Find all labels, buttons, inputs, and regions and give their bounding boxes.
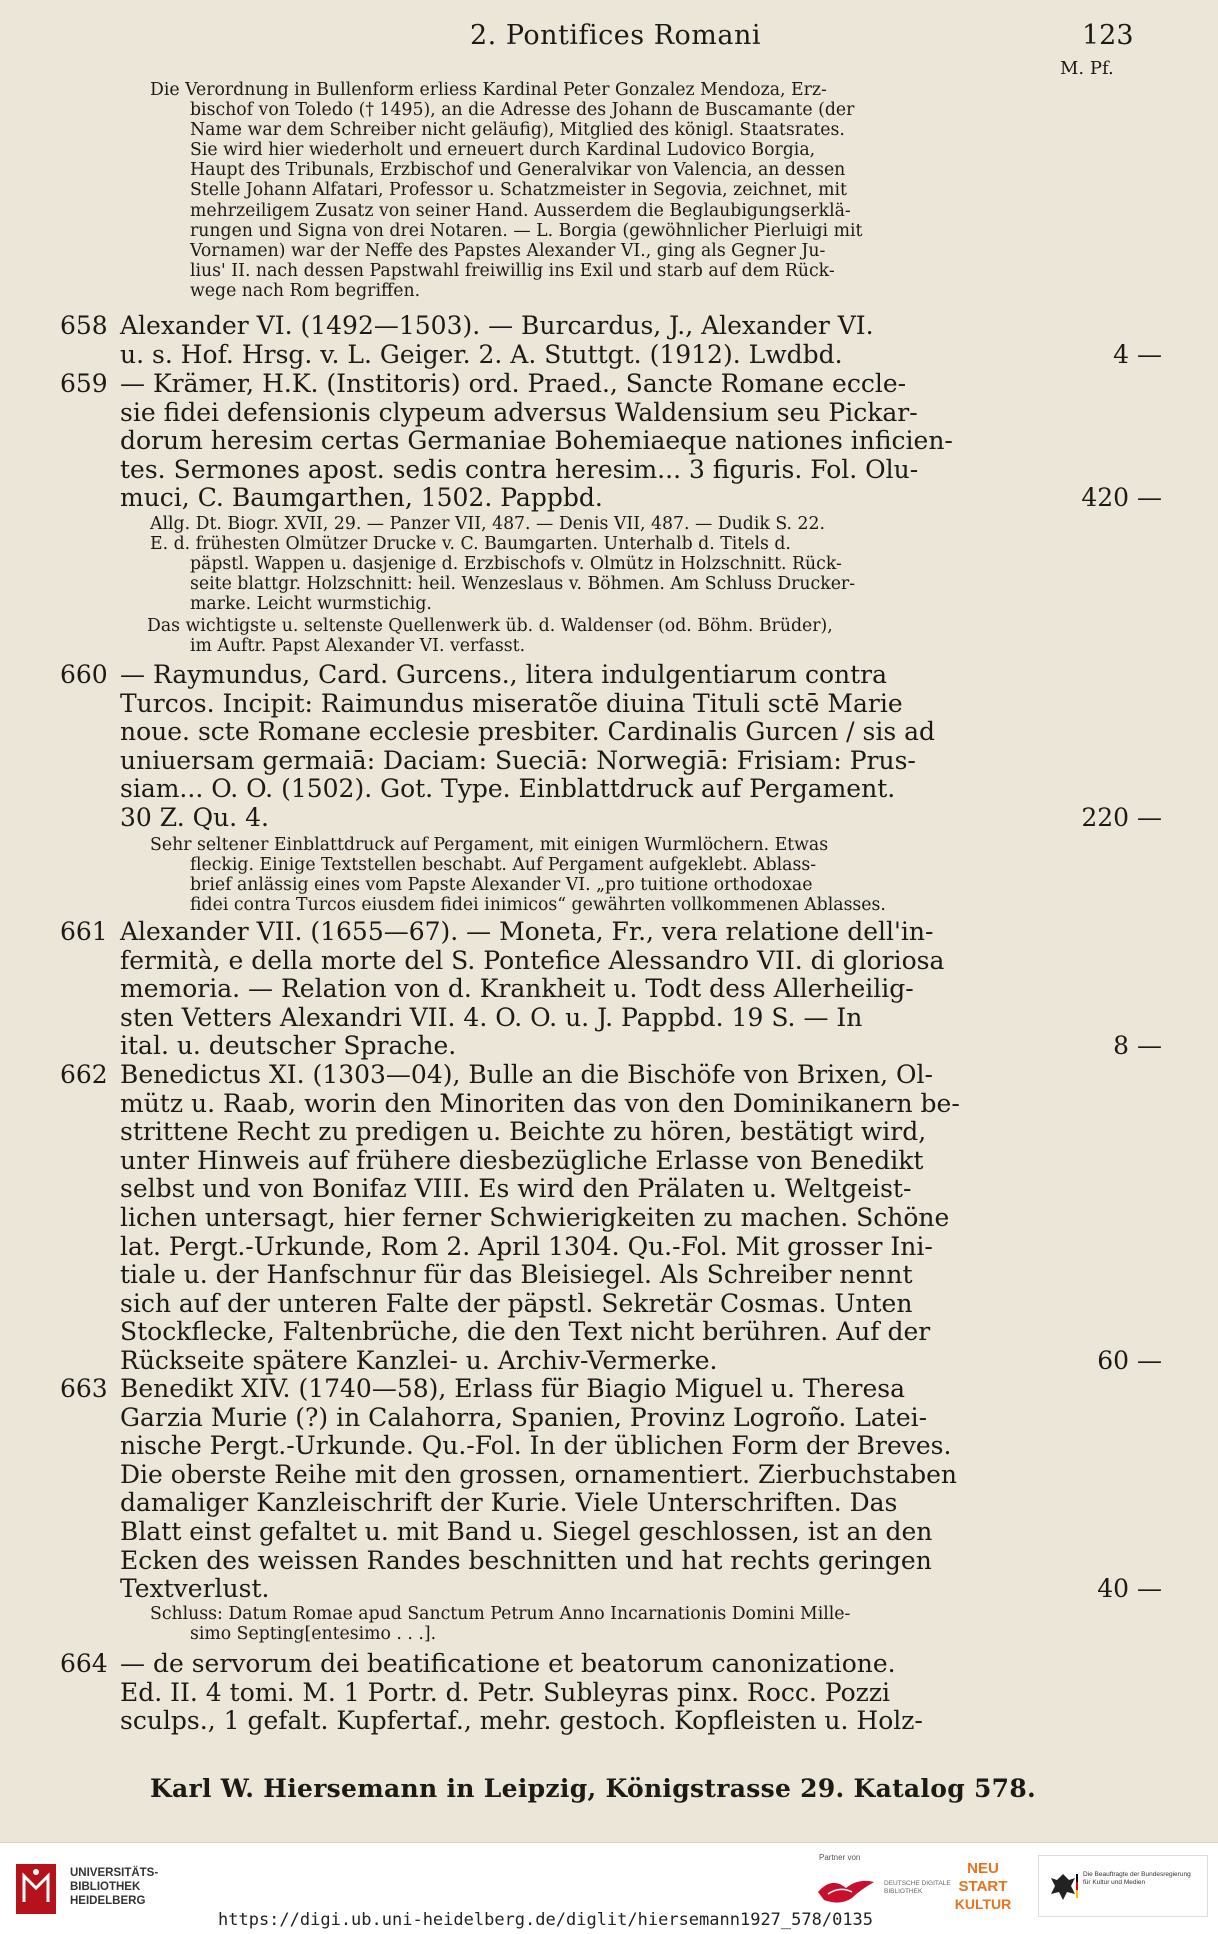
entry-line: Stockflecke, Faltenbrüche, die den Text nicht berühren. Auf der xyxy=(120,1317,931,1347)
currency-column-label: M. Pf. xyxy=(1060,58,1114,79)
entry-line: ital. u. deutscher Sprache. xyxy=(120,1031,457,1061)
note-line: Schluss: Datum Romae apud Sanctum Petrum Anno Incarnationis Domini Mille- xyxy=(150,1604,851,1624)
svg-text:NEU: NEU xyxy=(967,1860,999,1877)
federal-government-label: Die Beauftragte der Bundesregierung für Kultur und Medien xyxy=(1083,1871,1191,1886)
entry-line: lat. Pergt.-Urkunde, Rom 2. April 1304. Qu.-Fol. Mit grosser Ini- xyxy=(120,1231,933,1261)
entry-line: u. s. Hof. Hrsg. v. L. Geiger. 2. A. Stuttgt. (1912). Lwdbd. xyxy=(120,339,843,369)
publisher-footer: Karl W. Hiersemann in Leipzig, Königstrasse 29. Katalog 578. xyxy=(150,1774,1037,1803)
catalog-entry-664 xyxy=(60,1650,1160,1736)
entry-line: uniuersam germaiā: Daciam: Sueciā: Norwegiā: Frisiam: Prus- xyxy=(120,745,916,775)
entry-line: dorum heresim certas Germaniae Bohemiaeque nationes inficien- xyxy=(120,426,953,456)
note-line: Haupt des Tribunals, Erzbischof und Generalvikar von Valencia, an dessen xyxy=(190,160,846,181)
entry-number: 660 xyxy=(60,660,108,689)
entry-line: memoria. — Relation von d. Krankheit u. Todt dess Allerheilig- xyxy=(120,974,914,1004)
entry-line: sten Vetters Alexandri VII. 4. O. O. u. J. Pappbd. 19 S. — In xyxy=(120,1002,863,1032)
entry-number: 664 xyxy=(60,1649,108,1678)
note-line: Das wichtigste u. seltenste Quellenwerk üb. d. Waldenser (od. Böhm. Brüder), xyxy=(147,616,833,636)
note-line: bischof von Toledo († 1495), an die Adresse des Johann de Buscamante (der xyxy=(190,100,855,121)
entry-line: 30 Z. Qu. 4. xyxy=(120,802,269,832)
entry-price: 60 — xyxy=(1097,1345,1162,1375)
entry-price: 420 — xyxy=(1081,483,1162,513)
entry-line: strittene Recht zu predigen u. Beichte zu hören, bestätigt wird, xyxy=(120,1117,927,1147)
note-line: Vornamen) war der Neffe des Papstes Alexander VI., ging als Gegner Ju- xyxy=(190,240,826,261)
note-line: brief anlässig eines vom Papste Alexander VI. „pro tuitione orthodoxae xyxy=(190,875,813,896)
note-line: E. d. frühesten Olmützer Drucke v. C. Baumgarten. Unterhalb d. Titels d. xyxy=(150,534,791,555)
note-line: lius' II. nach dessen Papstwahl freiwillig ins Exil und starb auf dem Rück- xyxy=(190,260,835,281)
note-line: Name war dem Schreiber nicht geläufig), Mitglied des königl. Staatsrates. xyxy=(190,120,845,141)
federal-eagle-icon xyxy=(1047,1870,1079,1904)
entry-number: 661 xyxy=(60,917,108,946)
source-url[interactable]: https://digi.ub.uni-heidelberg.de/diglit/hiersemann1927_578/0135 xyxy=(218,1910,874,1930)
entry-note xyxy=(150,514,1040,614)
svg-text:KULTUR: KULTUR xyxy=(955,1896,1011,1912)
note-line: fidei contra Turcos eiusdem fidei inimicos“ gewährten vollkommenen Ablasses. xyxy=(190,895,886,916)
note-line: Sie wird hier wiederholt und erneuert durch Kardinal Ludovico Borgia, xyxy=(190,140,816,161)
entry-line: fermità, e della morte del S. Pontefice Alessandro VII. di gloriosa xyxy=(120,945,945,975)
entry-line: nische Pergt.-Urkunde. Qu.-Fol. In der üblichen Form der Breves. xyxy=(120,1431,952,1461)
entry-line: — de servorum dei beatificatione et beatorum canonizatione. xyxy=(120,1649,896,1678)
catalog-entry-658 xyxy=(60,312,1160,369)
entry-line: — Raymundus, Card. Gurcens., litera indulgentiarum contra xyxy=(120,660,888,689)
entry-line: Die oberste Reihe mit den grossen, ornamentiert. Zierbuchstaben xyxy=(120,1459,957,1489)
partner-label: Partner von xyxy=(819,1853,861,1862)
entry-line: muci, C. Baumgarthen, 1502. Pappbd. xyxy=(120,483,603,513)
note-line: simo Septing[entesimo . . .]. xyxy=(190,1624,437,1645)
note-line: fleckig. Einige Textstellen beschabt. Auf Pergament aufgeklebt. Ablass- xyxy=(190,855,817,876)
note-line: Allg. Dt. Biogr. XVII, 29. — Panzer VII, 487. — Denis VII, 487. — Dudik S. 22. xyxy=(150,514,826,534)
entry-note xyxy=(150,1604,1040,1644)
entry-line: sculps., 1 gefalt. Kupfertaf., mehr. gestoch. Kopfleisten u. Holz- xyxy=(120,1706,923,1736)
entry-line: damaliger Kanzleischrift der Kurie. Viele Unterschriften. Das xyxy=(120,1488,898,1518)
entry-line: siam... O. O. (1502). Got. Type. Einblattdruck auf Pergament. xyxy=(120,774,896,804)
entry-line: Rückseite spätere Kanzlei- u. Archiv-Vermerke. xyxy=(120,1345,718,1375)
catalog-entry-663 xyxy=(60,1375,1160,1604)
entry-line: tes. Sermones apost. sedis contra heresim... 3 figuris. Fol. Olu- xyxy=(120,454,919,484)
entry-line: sie fidei defensionis clypeum adversus Waldensium seu Pickar- xyxy=(120,397,918,427)
entry-line: tiale u. der Hanfschnur für das Bleisiegel. Als Schreiber nennt xyxy=(120,1260,913,1290)
note-line: Stelle Johann Alfatari, Professor u. Schatzmeister in Segovia, zeichnet, mit xyxy=(190,180,847,201)
catalog-entry-660 xyxy=(60,661,1160,833)
entry-price: 8 — xyxy=(1113,1031,1162,1061)
svg-text:START: START xyxy=(958,1878,1008,1895)
entry-note xyxy=(147,616,1040,657)
entry-line: Alexander VII. (1655—67). — Moneta, Fr., vera relatione dell'in- xyxy=(120,917,934,946)
entry-line: Ecken des weissen Randes beschnitten und hat rechts geringen xyxy=(120,1545,932,1575)
entry-line: Garzia Murie (?) in Calahorra, Spanien, Provinz Logroño. Latei- xyxy=(120,1402,928,1432)
entry-number: 663 xyxy=(60,1374,108,1403)
catalog-entry-661 xyxy=(60,918,1160,1061)
entry-price: 220 — xyxy=(1081,802,1162,832)
entry-price: 40 — xyxy=(1097,1574,1162,1604)
entry-line: Turcos. Incipit: Raimundus miseratõe diuina Tituli sctē Marie xyxy=(120,688,903,718)
entry-line: Ed. II. 4 tomi. M. 1 Portr. d. Petr. Subleyras pinx. Rocc. Pozzi xyxy=(120,1677,891,1707)
entry-note xyxy=(150,80,1040,301)
entry-number: 659 xyxy=(60,369,108,398)
note-line: marke. Leicht wurmstichig. xyxy=(190,594,432,615)
entry-line: — Krämer, H.K. (Institoris) ord. Praed., Sancte Romane eccle- xyxy=(120,369,907,398)
entry-line: Benedictus XI. (1303—04), Bulle an die Bischöfe von Brixen, Ol- xyxy=(120,1060,934,1089)
entry-line: noue. scte Romane ecclesie presbiter. Cardinalis Gurcen / sis ad xyxy=(120,717,936,747)
entry-line: sich auf der unteren Falte der päpstl. Sekretär Cosmas. Unten xyxy=(120,1288,913,1318)
entry-price: 4 — xyxy=(1113,339,1162,369)
catalog-entry-659 xyxy=(60,370,1160,513)
digital-library-name: DEUTSCHE DIGITALE BIBLIOTHEK xyxy=(884,1880,951,1895)
entry-line: Benedikt XIV. (1740—58), Erlass für Biagio Miguel u. Theresa xyxy=(120,1374,905,1403)
catalog-entry-662 xyxy=(60,1061,1160,1376)
note-line: rungen und Signa von drei Notaren. — L. Borgia (gewöhnlicher Pierluigi mit xyxy=(190,220,863,241)
page-number: 123 xyxy=(1082,20,1134,51)
entry-line: unter Hinweis auf frühere diesbezügliche Erlasse von Benedikt xyxy=(120,1145,924,1175)
university-library-name: UNIVERSITÄTS- BIBLIOTHEK HEIDELBERG xyxy=(70,1867,159,1907)
university-seal-icon xyxy=(14,1862,58,1916)
entry-line: Blatt einst gefaltet u. mit Band u. Siegel geschlossen, ist an den xyxy=(120,1516,933,1546)
entry-number: 658 xyxy=(60,311,108,340)
entry-line: Alexander VI. (1492—1503). — Burcardus, J., Alexander VI. xyxy=(120,311,874,340)
note-line: seite blattgr. Holzschnitt: heil. Wenzeslaus v. Böhmen. Am Schluss Drucker- xyxy=(190,574,856,595)
note-line: mehrzeiligem Zusatz von seiner Hand. Ausserdem die Beglaubigungserklä- xyxy=(190,200,851,221)
note-line: Sehr seltener Einblattdruck auf Pergament, mit einigen Wurmlöchern. Etwas xyxy=(150,835,829,855)
note-line: wege nach Rom begriffen. xyxy=(190,280,421,301)
note-line: im Auftr. Papst Alexander VI. verfasst. xyxy=(190,636,526,657)
digital-library-bird-icon[interactable] xyxy=(816,1872,876,1908)
entry-line: Textverlust. xyxy=(120,1574,270,1604)
neustart-kultur-logo[interactable] xyxy=(955,1855,1011,1917)
entry-line: selbst und von Bonifaz VIII. Es wird den Prälaten u. Weltgeist- xyxy=(120,1174,912,1204)
entry-number: 662 xyxy=(60,1060,108,1089)
page-header-title: 2. Pontifices Romani xyxy=(470,20,762,51)
entry-note xyxy=(150,835,1040,915)
entry-line: mütz u. Raab, worin den Minoriten das von den Dominikanern be- xyxy=(120,1088,960,1118)
note-line: päpstl. Wappen u. dasjenige d. Erzbischofs v. Olmütz in Holzschnitt. Rück- xyxy=(190,554,842,575)
note-line: Die Verordnung in Bullenform erliess Kardinal Peter Gonzalez Mendoza, Erz- xyxy=(150,80,827,100)
entry-line: lichen untersagt, hier ferner Schwierigkeiten zu machen. Schöne xyxy=(120,1202,950,1232)
